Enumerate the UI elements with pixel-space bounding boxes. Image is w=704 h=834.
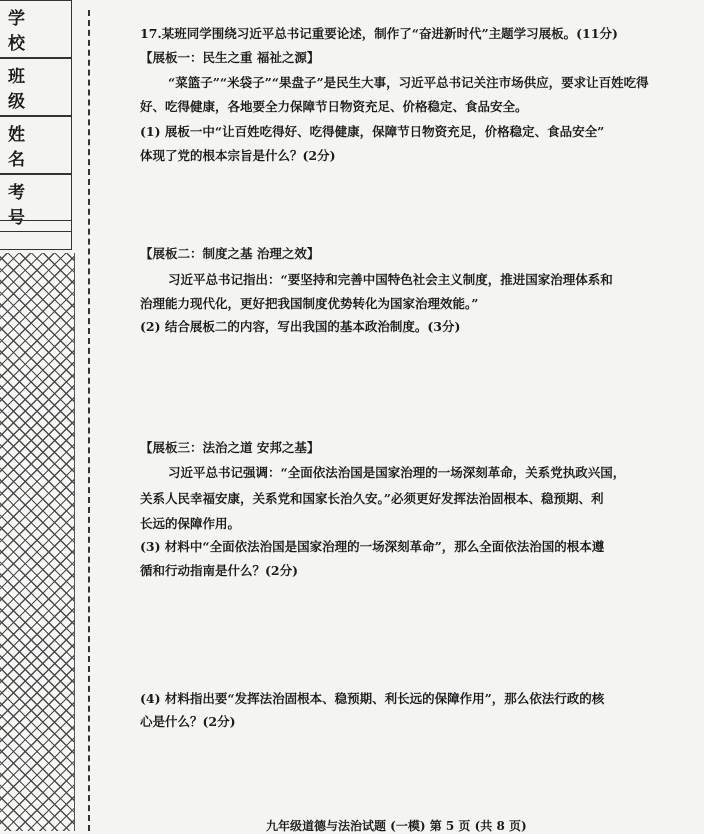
class-field-label: 班 级 <box>0 58 72 116</box>
question-3-line1: (3) 材料中“全面依法治国是国家治理的一场深刻革命”，那么全面依法治国的根本遵 <box>140 539 605 554</box>
exam-number-field-label: 考 号 <box>0 174 72 232</box>
panel3-heading: 【展板三：法治之道 安邦之基】 <box>140 440 320 455</box>
question-4-line1: (4) 材料指出要“发挥法治固根本、稳预期、利长远的保障作用”，那么依法行政的核 <box>140 691 605 706</box>
panel1-material-line1: “菜篮子”“米袋子”“果盘子”是民生大事，习近平总书记关注市场供应，要求让百姓吃得 <box>168 75 649 90</box>
question-1-line2: 体现了党的根本宗旨是什么？(2分) <box>140 148 336 163</box>
panel3-material-line3: 长远的保障作用。 <box>140 516 241 531</box>
question-3-line2: 循和行动指南是什么？(2分) <box>140 563 299 578</box>
crosshatch-margin <box>0 253 75 831</box>
panel3-material-line1: 习近平总书记强调：“全面依法治国是国家治理的一场深刻革命，关系党执政兴国， <box>168 465 626 480</box>
binding-cut-line <box>88 10 90 831</box>
panel2-material-line1: 习近平总书记指出：“要坚持和完善中国特色社会主义制度，推进国家治理体系和 <box>168 272 613 287</box>
panel2-heading: 【展板二：制度之基 治理之效】 <box>140 246 320 261</box>
question-1-line1: (1) 展板一中“让百姓吃得好、吃得健康，保障节日物资充足，价格稳定、食品安全” <box>140 124 605 139</box>
panel1-heading: 【展板一：民生之重 福祉之源】 <box>140 50 320 65</box>
name-field-label: 姓 名 <box>0 116 72 174</box>
panel2-material-line2: 治理能力现代化，更好把我国制度优势转化为国家治理效能。” <box>140 296 479 311</box>
panel1-material-line2: 好、吃得健康，各地要全力保障节日物资充足、价格稳定、食品安全。 <box>140 99 528 114</box>
question-4-line2: 心是什么？(2分) <box>140 714 236 729</box>
question-2: (2) 结合展板二的内容，写出我国的基本政治制度。(3分) <box>140 319 461 334</box>
blank-field <box>0 220 72 250</box>
panel3-material-line2: 关系人民幸福安康，关系党和国家长治久安。”必须更好发挥法治固根本、稳预期、利 <box>140 491 604 506</box>
school-field-label: 学 校 <box>0 0 72 58</box>
page-footer: 九年级道德与法治试题 (一模) 第 5 页 (共 8 页) <box>266 819 527 833</box>
question-title: 17.某班同学围绕习近平总书记重要论述，制作了“奋进新时代”主题学习展板。(11分) <box>140 26 618 41</box>
